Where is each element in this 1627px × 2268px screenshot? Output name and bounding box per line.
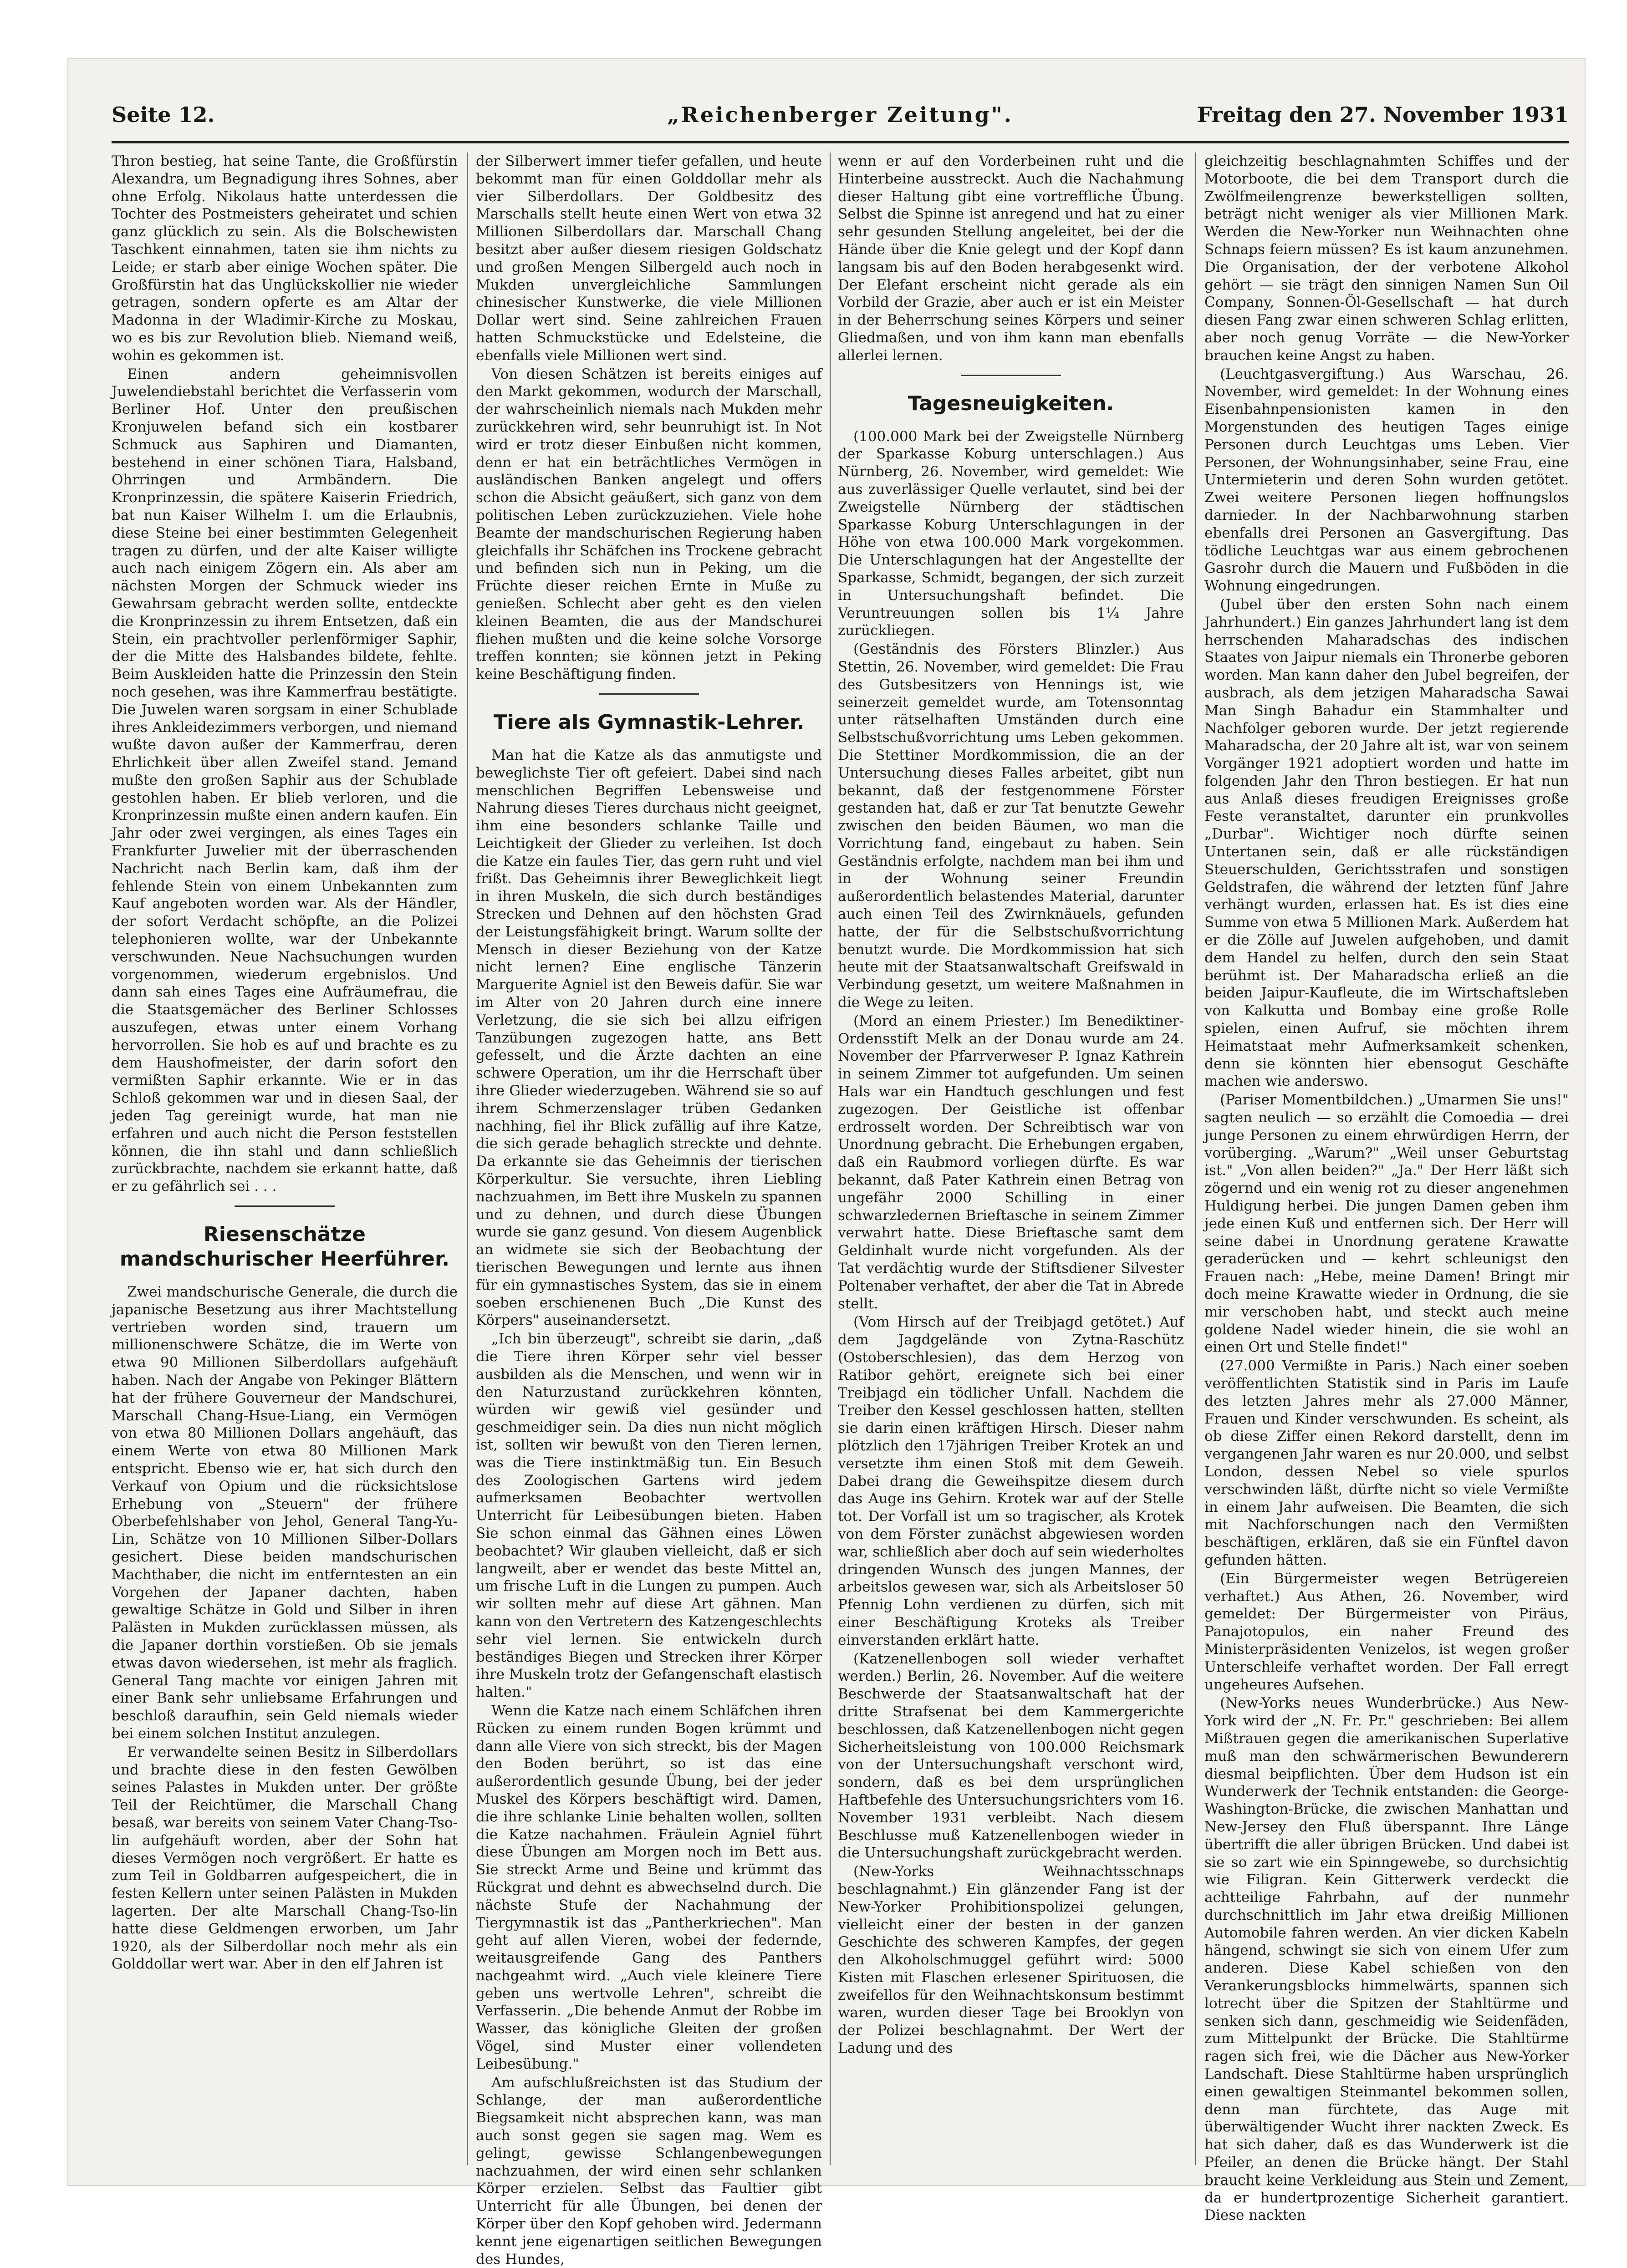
article-paragraph: Thron bestieg, hat seine Tante, die Großfürstin Alexandra, um Begnadigung ihres Sohnes, aber ohne Erfolg. Nikolaus hatte unterdessen die Tochter des Postmeisters geheiratet und schien ganz glücklich zu sein. Als die Bolschewisten Taschkent einnahmen, taten sie ihm nichts zu Leide; er starb aber einige Wochen später. Die Großfürstin hat das Unglückskollier nie wieder getragen, sondern opferte es am Altar der Madonna in der Wladimir-Kirche zu Moskau, wo es bis zur Revolution blieb. Niemand weiß, wohin es gekommen ist. xyxy=(112,153,458,364)
article-paragraph: Am aufschlußreichsten ist das Studium der Schlange, der man außerordentliche Biegsamkeit nicht absprechen kann, was man auch sonst gegen sie sagen mag. Wem es gelingt, gewisse Schlangenbewegungen nachzuahmen, der wird einen sehr schlanken Körper erzielen. Selbst das Faultier gibt Unterricht für alle Übungen, bei denen der Körper über den Kopf gehoben wird. Jedermann kennt jene eigenartigen seitlichen Bewegungen des Hundes, xyxy=(476,2074,822,2268)
newspaper-title: „Reichenberger Zeitung". xyxy=(667,102,1013,127)
news-item: (Mord an einem Priester.) Im Benediktiner-Ordensstift Melk an der Donau wurde am 24. November der Pfarrverweser P. Ignaz Kathrein in seinem Zimmer tot aufgefunden. Um seinen Hals war ein Handtuch geschlungen und fest zugezogen. Der Geistliche ist offenbar erdrosselt worden. Der Schreibtisch war von Unordnung gebracht. Die Erhebungen ergaben, daß ein Raubmord vorliegen dürfte. Es war bekannt, daß Pater Kathrein einen Betrag von ungefähr 2000 Schilling in einer schwarzledernen Brieftasche in seinem Zimmer verwahrt hatte. Diese Brieftasche samt dem Geldinhalt wurde nicht vorgefunden. Als der Tat verdächtig wurde der Stiftsdiener Silvester Poltenaber verhaftet, der aber die Tat in Abrede stellt. xyxy=(838,1012,1184,1312)
issue-date: Freitag den 27. November 1931 xyxy=(1197,102,1569,127)
article-separator xyxy=(961,375,1061,376)
article-paragraph: Zwei mandschurische Generale, die durch die japanische Besetzung aus ihrer Machtstellung vertrieben worden sind, trauern um millionenschwere Schätze, die im Werte von etwa 90 Millionen Silberdollars aufgehäuft haben. Nach der Angabe von Pekinger Blättern hat der frühere Gouverneur der Mandschurei, Marschall Chang-Hsue-Liang, ein Vermögen von etwa 80 Millionen Dollars angehäuft, das einem Werte von etwa 80 Millionen Mark entspricht. Ebenso wie er, hat sich durch den Verkauf von Opium und die rücksichtslose Erhebung von „Steuern" der frühere Oberbefehlshaber von Jehol, General Tang-Yu-Lin, Schätze von 10 Millionen Silber-Dollars gesichert. Diese beiden mandschurischen Machthaber, die nicht im entferntesten an ein Vorgehen der Japaner dachten, haben gewaltige Schätze in Gold und Silber in ihren Palästen in Mukden zurücklassen müssen, als die Japaner dorthin vorstießen. Ob sie jemals etwas davon wiedersehen, ist mehr als fraglich. General Tang machte vor einigen Jahren mit einer Bank sehr unliebsame Erfahrungen und beschloß daraufhin, sein Geld niemals wieder bei einem solchen Institut anzulegen. xyxy=(112,1284,458,1742)
column-divider xyxy=(1195,153,1196,2165)
column-1 xyxy=(112,153,458,2165)
article-paragraph: Man hat die Katze als das anmutigste und beweglichste Tier oft gefeiert. Dabei sind nach menschlichen Begriffen Lebensweise und Nahrung dieses Tieres durchaus nicht geeignet, ihm eine besonders schlanke Taille und Leichtigkeit der Glieder zu verleihen. Ist doch die Katze ein faules Tier, das gern ruht und viel frißt. Das Geheimnis ihrer Beweglichkeit liegt in ihren Muskeln, die sich durch beständiges Strecken und Dehnen auf den höchsten Grad der Leistungsfähigkeit bringt. Warum sollte der Mensch in dieser Beziehung von der Katze nicht lernen? Eine englische Tänzerin Marguerite Agniel ist den Beweis dafür. Sie war im Alter von 20 Jahren durch eine innere Verletzung, die sie sich bei allzu eifrigen Tanzübungen zugezogen hatte, ans Bett gefesselt, und die Ärzte dachten an eine schwere Operation, um ihr die Herrschaft über ihre Glieder wiederzugeben. Während sie so auf ihrem Schmerzenslager trüben Gedanken nachhing, fiel ihr Blick zufällig auf ihre Katze, die sich gerade behaglich streckte und dehnte. Da erkannte sie das Geheimnis der tierischen Körperkultur. Sie versuchte, ihren Liebling nachzuahmen, im Bett ihre Muskeln zu spannen und zu dehnen, und durch diese Übungen wurde sie ganz gesund. Von diesem Augenblick an widmete sie sich der Beobachtung der tierischen Bewegungen und lernte aus ihnen für ein gymnastisches System, das sie in einem soeben erschienenen Buch „Die Kunst des Körpers" auseinandersetzt. xyxy=(476,747,822,1329)
news-item: (Pariser Momentbildchen.) „Umarmen Sie uns!" sagten neulich — so erzählt die Comoedia — drei junge Personen zu einem ehrwürdigen Herrn, der vorüberging. „Warum?" „Weil unser Geburtstag ist." „Von allen beiden?" „Ja." Der Herr läßt sich zögernd und ein wenig rot zu dieser angenehmen Huldigung herbei. Die jungen Damen geben ihm jede einen Kuß und entfernen sich. Der Herr will seine dabei in Unordnung geratene Krawatte geraderücken und — kehrt schleunigst den Frauen nach: „Hebe, meine Damen! Bringt mir doch meine Krawatte wieder in Ordnung, die sie mir verschoben habt, und steckt auch meine goldene Nadel wieder hinein, die sie wohl an einen Ort und Stelle findet!" xyxy=(1204,1092,1569,1356)
column-4 xyxy=(1204,153,1569,2224)
masthead xyxy=(112,102,1569,139)
article-headline: Riesenschätze mandschurischer Heerführer. xyxy=(119,1223,450,1271)
column-2 xyxy=(476,153,822,2268)
newspaper-page xyxy=(68,59,1585,2268)
news-item: (100.000 Mark bei der Zweigstelle Nürnberg der Sparkasse Koburg unterschlagen.) Aus Nürnberg, 26. November, wird gemeldet: Wie aus zuverlässiger Quelle verlautet, sind bei der Zweigstelle Nürnberg der städtischen Sparkasse Koburg Unterschlagungen in der Höhe von etwa 100.000 Mark vorgekommen. Die Unterschlagungen hat der Angestellte der Sparkasse, Schmidt, begangen, der sich zurzeit in Untersuchungshaft befindet. Die Veruntreuungen sollen bis 1¼ Jahre zurückliegen. xyxy=(838,428,1184,639)
article-paragraph: Von diesen Schätzen ist bereits einiges auf den Markt gekommen, wodurch der Marschall, der wahrscheinlich niemals nach Mukden mehr zurückkehren wird, sehr beunruhigt ist. In Not wird er trotz dieser Einbußen nicht kommen, denn er hat ein beträchtliches Vermögen in ausländischen Banken angelegt und offers schon die Absicht geäußert, sich ganz von dem politischen Leben zurückzuziehen. Viele hohe Beamte der mandschurischen Regierung haben gleichfalls ihr Schäfchen ins Trockene gebracht und befinden sich nun in Peking, um die Früchte dieser reichen Ernte in Muße zu genießen. Schlecht aber geht es den vielen kleinen Beamten, die aus der Mandschurei fliehen mußten und die keine solche Vorsorge treffen konnten; sie können jetzt in Peking keine Beschäftigung finden. xyxy=(476,366,822,683)
article-paragraph: Wenn die Katze nach einem Schläfchen ihren Rücken zu einem runden Bogen krümmt und dann alle Viere von sich streckt, bis der Magen den Boden berührt, so ist das eine außerordentlich gesunde Übung, bei der jeder Muskel des Körpers beschäftigt wird. Damen, die ihre schlanke Linie behalten wollen, sollten die Katze nachahmen. Fräulein Agniel führt diese Übungen am Morgen noch im Bett aus. Sie streckt Arme und Beine und krümmt das Rückgrat und dehnt es abwechselnd durch. Die nächste Stufe der Nachahmung der Tiergymnastik ist das „Pantherkriechen". Man geht auf allen Vieren, wobei der federnde, weitausgreifende Gang des Panthers nachgeahmt wird. „Auch viele kleinere Tiere geben uns wertvolle Lehren", schreibt die Verfasserin. „Die behende Anmut der Robbe im Wasser, das königliche Gleiten der großen Vögel, sind Muster einer vollendeten Leibesübung." xyxy=(476,1702,822,2072)
news-item: gleichzeitig beschlagnahmten Schiffes und der Motorboote, die bei dem Transport durch die Zwölfmeilengrenze bewerkstelligen sollten, beträgt nicht weniger als vier Millionen Mark. Werden die New-Yorker nun Weihnachten ohne Schnaps feiern müssen? Es ist kaum anzunehmen. Die Organisation, der der verbotene Alkohol gehört — sie trägt den sinnigen Namen Sun Oil Company, Sonnen-Öl-Gesellschaft — hat durch diesen Fang zwar einen schweren Schlag erlitten, aber noch genug Vorräte — die New-Yorker brauchen keine Angst zu haben. xyxy=(1204,153,1569,364)
column-divider xyxy=(830,153,831,2165)
page-number: Seite 12. xyxy=(112,102,215,127)
article-separator xyxy=(599,693,699,695)
article-paragraph: der Silberwert immer tiefer gefallen, und heute bekommt man für einen Golddollar mehr als vier Silberdollars. Der Goldbesitz des Marschalls stellt heute einen Wert von etwa 32 Millionen Silberdollars dar. Marschall Chang besitzt aber außer diesem riesigen Goldschatz und großen Mengen Silbergeld auch noch in Mukden unvergleichliche Sammlungen chinesischer Kunstwerke, die viele Millionen Dollar wert sind. Seine zahlreichen Frauen hatten Schmuckstücke und Edelsteine, die ebenfalls viele Millionen wert sind. xyxy=(476,153,822,364)
header-rule xyxy=(112,141,1569,143)
news-item: (New-Yorks neues Wunderbrücke.) Aus New-York wird der „N. Fr. Pr." geschrieben: Bei allem Mißtrauen gegen die amerikanischen Superlative muß man den schwärmerischen Bewunderern diesmal beipflichten. Über dem Hudson ist ein Wunderwerk der Technik entstanden: die George-Washington-Brücke, die zwischen Manhattan und New-Jersey den Fluß überspannt. Ihre Länge übertrifft die aller übrigen Brücken. Und dabei ist sie so zart wie ein Spinngewebe, so durchsichtig wie Filigran. Kein Gitterwerk verdeckt die achtteilige Fahrbahn, auf der nunmehr durchschnittlich im Jahr etwa dreißig Millionen Automobile fahren werden. An vier dicken Kabeln hängend, schwingt sie sich von einem Ufer zum anderen. Diese Kabel schießen von den Verankerungsblocks himmelwärts, spannen sich lotrecht über die Spitzen der Stahltürme und senken sich dann, geschmeidig wie Seidenfäden, zum Mittelpunkt der Brücke. Die Stahltürme ragen sich frei, wie die Dächer aus New-Yorker Landschaft. Diese Stahltürme haben ursprünglich einen gewaltigen Steinmantel bekommen sollen, denn man fürchtete, das Auge mit überwältigender Wucht ihrer nackten Zweck. Es hat sich daher, daß es das Wunderwerk ist die Pfeiler, an denen die Brücke hängt. Der Stahl braucht keine Verkleidung aus Stein und Zement, da er hundertprozentige Sicherheit garantiert. Diese nackten xyxy=(1204,1695,1569,2224)
news-item: (Geständnis des Försters Blinzler.) Aus Stettin, 26. November, wird gemeldet: Die Frau des Gutsbesitzers von Hennings ist, wie seinerzeit gemeldet wurde, am Totensonntag unter rätselhaften Umständen durch eine Selbstschußvorrichtung ums Leben gekommen. Die Stettiner Mordkommission, die an der Untersuchung dieses Falles arbeitet, gibt nun bekannt, daß der festgenommene Förster gestanden hat, daß er zur Tat benutzte Gewehr zwischen den beiden Bäumen, wo man die Vorrichtung fand, eingebaut zu haben. Sein Geständnis erfolgte, nachdem man bei ihm und in der Wohnung seiner Freundin außerordentlich belastendes Material, darunter auch einen Teil des Zwirnknäuels, gefunden hatte, der für die Selbstschußvorrichtung benutzt wurde. Die Mordkommission hat sich heute mit der Staatsanwaltschaft Greifswald in Verbindung gesetzt, um weitere Maßnahmen in die Wege zu leiten. xyxy=(838,641,1184,1011)
news-item: (Vom Hirsch auf der Treibjagd getötet.) Auf dem Jagdgelände von Zytna-Raschütz (Ostoberschlesien), das dem Herzog von Ratibor gehört, ereignete sich bei einer Treibjagd ein tödlicher Unfall. Nachdem die Treiber den Kessel geschlossen hatten, stellten sie darin einen kräftigen Hirsch. Dieser nahm plötzlich den 17jährigen Treiber Krotek an und versetzte ihm einen Stoß mit dem Geweih. Dabei drang die Geweihspitze diesem durch das Auge ins Gehirn. Krotek war auf der Stelle tot. Der Vorfall ist um so tragischer, als Krotek von dem Förster zunächst abgewiesen worden war, schließlich aber doch auf sein wiederholtes dringenden Wunsch des jungen Mannes, der arbeitslos gewesen war, sich als Arbeitsloser 50 Pfennig Lohn verdienen zu dürfen, sich mit einer Beschäftigung Kroteks als Treiber einverstanden erklärt hatte. xyxy=(838,1314,1184,1648)
news-item: (27.000 Vermißte in Paris.) Nach einer soeben veröffentlichten Statistik sind in Paris im Laufe des letzten Jahres mehr als 27.000 Männer, Frauen und Kinder verschwunden. Es scheint, als ob diese Ziffer einen Rekord darstellt, denn im vergangenen Jahr waren es nur 20.000, und selbst London, dessen Nebel so viele spurlos verschwinden läßt, dürfte nicht so viele Vermißte in einem Jahr aufweisen. Die Beamten, die sich mit Nachforschungen nach den Vermißten beschäftigen, erklären, daß sie ein Fünftel davon gefunden hätten. xyxy=(1204,1358,1569,1568)
article-paragraph: Einen andern geheimnisvollen Juwelendiebstahl berichtet die Verfasserin vom Berliner Hof. Unter den preußischen Kronjuwelen befand sich ein kostbarer Schmuck aus Saphiren und Diamanten, bestehend in einer schönen Tiara, Halsband, Ohrringen und Armbändern. Die Kronprinzessin, die spätere Kaiserin Friedrich, bat nun Kaiser Wilhelm I. um die Erlaubnis, diese Steine bei einer bestimmten Gelegenheit tragen zu dürfen, und der alte Kaiser willigte auch nach einigem Zögern ein. Als aber am nächsten Morgen der Schmuck wieder ins Gewahrsam gebracht werden sollte, entdeckte die Kronprinzessin zu ihrem Entsetzen, daß ein Stein, ein prachtvoller perlenförmiger Saphir, der die Mitte des Halsbandes bildete, fehlte. Beim Auskleiden hatte die Prinzessin den Stein noch gesehen, was ihre Kammerfrau bestätigte. Die Juwelen waren sorgsam in einer Schublade ihres Ankleidezimmers verborgen, und niemand wußte davon außer der Kammerfrau, deren Ehrlichkeit über allen Zweifel stand. Jemand mußte den großen Saphir aus der Schublade gestohlen haben. Er blieb verloren, und die Kronprinzessin mußte einen andern kaufen. Ein Jahr oder zwei vergingen, als eines Tages ein Frankfurter Juwelier mit der überraschenden Nachricht nach Berlin kam, daß ihm der fehlende Stein von einem Unbekannten zum Kauf angeboten worden war. Als der Händler, der sofort Verdacht schöpfte, an die Polizei telephonieren wollte, war der Unbekannte verschwunden. Neue Nachsuchungen wurden vorgenommen, wiederum ergebnislos. Und dann sah eines Tages eine Aufräumefrau, die die Staatsgemächer des Berliner Schlosses auszufegen, etwas unter einem Vorhang hervorrollen. Sie hob es auf und brachte es zu dem Haushofmeister, der darin sofort den vermißten Saphir erkannte. Wie er in das Schloß gekommen war und in diesen Saal, der jeden Tag gereinigt wurde, hat man nie erfahren und auch nicht die Person feststellen können, die ihn stahl und dann schließlich zurückbrachte, nachdem sie erkannt hatte, daß er zu gefährlich sei . . . xyxy=(112,366,458,1195)
news-item: (New-Yorks Weihnachtsschnaps beschlagnahmt.) Ein glänzender Fang ist der New-Yorker Prohibitionspolizei gelungen, vielleicht einer der besten in der ganzen Geschichte des schweren Kampfes, der gegen den Alkoholschmuggel geführt wird: 5000 Kisten mit Flaschen erlesener Spirituosen, die zweifellos für den Weihnachtskonsum bestimmt waren, wurden dieser Tage bei Brooklyn von der Polizei beschlagnahmt. Der Wert der Ladung und des xyxy=(838,1863,1184,2057)
article-paragraph: „Ich bin überzeugt", schreibt sie darin, „daß die Tiere ihren Körper sehr viel besser ausbilden als die Menschen, und wenn wir in den Naturzustand zurückkehren könnten, würden wir gewiß viel gesünder und geschmeidiger sein. Da dies nun nicht möglich ist, sollten wir bewußt von den Tieren lernen, was die Tiere instinktmäßig tun. Ein Besuch des Zoologischen Gartens wird jedem aufmerksamen Beobachter wertvollen Unterricht für Leibesübungen bieten. Haben Sie schon einmal das Gähnen eines Löwen beobachtet? Wir glauben vielleicht, daß er sich langweilt, aber er wendet das beste Mittel an, um frische Luft in die Lungen zu pumpen. Auch wir sollten mehr auf diese Art gähnen. Man kann von den Vertretern des Katzengeschlechts sehr viel lernen. Sie entwickeln durch beständiges Biegen und Strecken ihrer Körper ihre Muskeln trotz der Gefangenschaft elastisch halten." xyxy=(476,1331,822,1701)
column-3 xyxy=(838,153,1184,2165)
news-item: (Leuchtgasvergiftung.) Aus Warschau, 26. November, wird gemeldet: In der Wohnung eines Eisenbahnpensionisten kamen in den Morgenstunden des heutigen Tages einige Personen durch Leuchtgas ums Leben. Vier Personen, der Wohnungsinhaber, seine Frau, eine Untermieterin und deren Sohn wurden getötet. Zwei weitere Personen liegen hoffnungslos darnieder. In der Nachbarwohnung starben ebenfalls drei Personen an Gasvergiftung. Das tödliche Leuchtgas war aus einem gebrochenen Gasrohr durch die Mauern und Fußböden in die Wohnung eingedrungen. xyxy=(1204,366,1569,595)
news-item: (Ein Bürgermeister wegen Betrügereien verhaftet.) Aus Athen, 26. November, wird gemeldet: Der Bürgermeister von Piräus, Panajotopulos, ein naher Freund des Ministerpräsidenten Venizelos, ist wegen großer Unterschleife verhaftet worden. Der Fall erregt ungeheures Aufsehen. xyxy=(1204,1570,1569,1693)
news-item: (Katzenellenbogen soll wieder verhaftet werden.) Berlin, 26. November. Auf die weitere Beschwerde der Staatsanwaltschaft hat der dritte Strafsenat bei dem Kammergerichte beschlossen, daß Katzenellenbogen nicht gegen Sicherheitsleistung von 100.000 Reichsmark von der Untersuchungshaft verschont wird, sondern, daß es bei dem ursprünglichen Haftbefehle des Untersuchungsrichters vom 16. November 1931 verbleibt. Nach diesem Beschlusse muß Katzenellenbogen wieder in die Untersuchungshaft zurückgebracht werden. xyxy=(838,1650,1184,1861)
section-headline: Tagesneuigkeiten. xyxy=(908,392,1114,415)
article-paragraph: wenn er auf den Vorderbeinen ruht und die Hinterbeine ausstreckt. Auch die Nachahmung dieser Haltung gibt eine vortreffliche Übung. Selbst die Spinne ist anregend und hat zu einer sehr gesunden Stellung angeleitet, bei der die Hände über die Knie gelegt und der Kopf dann langsam bis auf den Boden herabgesenkt wird. Der Elefant erscheint nicht gerade als ein Vorbild der Grazie, aber auch er ist ein Meister in der Beherrschung seines Körpers und seiner Gliedmaßen, und von ihm kann man ebenfalls allerlei lernen. xyxy=(838,153,1184,364)
article-paragraph: Er verwandelte seinen Besitz in Silberdollars und brachte diese in den festen Gewölben seines Palastes in Mukden unter. Der größte Teil der Reichtümer, die Marschall Chang besaß, war bereits von seinem Vater Chang-Tso-lin aufgehäuft worden, aber der Sohn hat dieses Vermögen noch vergrößert. Er hatte es zum Teil in Goldbarren aufgespeichert, die in festen Kellern unter seinen Palästen in Mukden lagerten. Der alte Marschall Chang-Tso-lin hatte diese Geldmengen erworben, um Jahr 1920, als der Silberdollar noch mehr als ein Golddollar wert war. Aber in den elf Jahren ist xyxy=(112,1744,458,1973)
news-item: (Jubel über den ersten Sohn nach einem Jahrhundert.) Ein ganzes Jahrhundert lang ist dem herrschenden Maharadschas des indischen Staates von Jaipur niemals ein Thronerbe geboren worden. Man kann daher den Jubel begreifen, der ausbrach, als dem jetzigen Maharadscha Sawai Man Singh Bahadur ein Stammhalter und Nachfolger geboren wurde. Der jetzt regierende Maharadscha, der 20 Jahre alt ist, war von seinem Vorgänger 1921 adoptiert worden und hatte im folgenden Jahr den Thron bestiegen. Er hat nun aus Anlaß dieses freudigen Ereignisses große Feste veranstaltet, darunter ein prunkvolles „Durbar". Wichtiger noch dürfte seinen Untertanen sein, daß er alle rückständigen Steuerschulden, Gerichtsstrafen und sonstigen Geldstrafen, die während der letzten fünf Jahre verhängt wurden, erlassen hat. Es ist dies eine Summe von etwa 5 Millionen Mark. Außerdem hat er die Zölle auf Juwelen aufgehoben, und damit dem Handel zu helfen, durch den sein Staat berühmt ist. Der Maharadscha erließ an die beiden Jaipur-Kaufleute, die im Wirtschaftsleben von Kalkutta und Bombay eine große Rolle spielen, einen Aufruf, sie möchten ihrem Heimatstaat mehr Aufmerksamkeit schenken, denn sie könnten hier ebensogut Geschäfte machen wie anderswo. xyxy=(1204,596,1569,1090)
article-headline: Tiere als Gymnastik-Lehrer. xyxy=(493,710,805,734)
column-divider xyxy=(467,153,468,2165)
article-separator xyxy=(235,1205,335,1207)
